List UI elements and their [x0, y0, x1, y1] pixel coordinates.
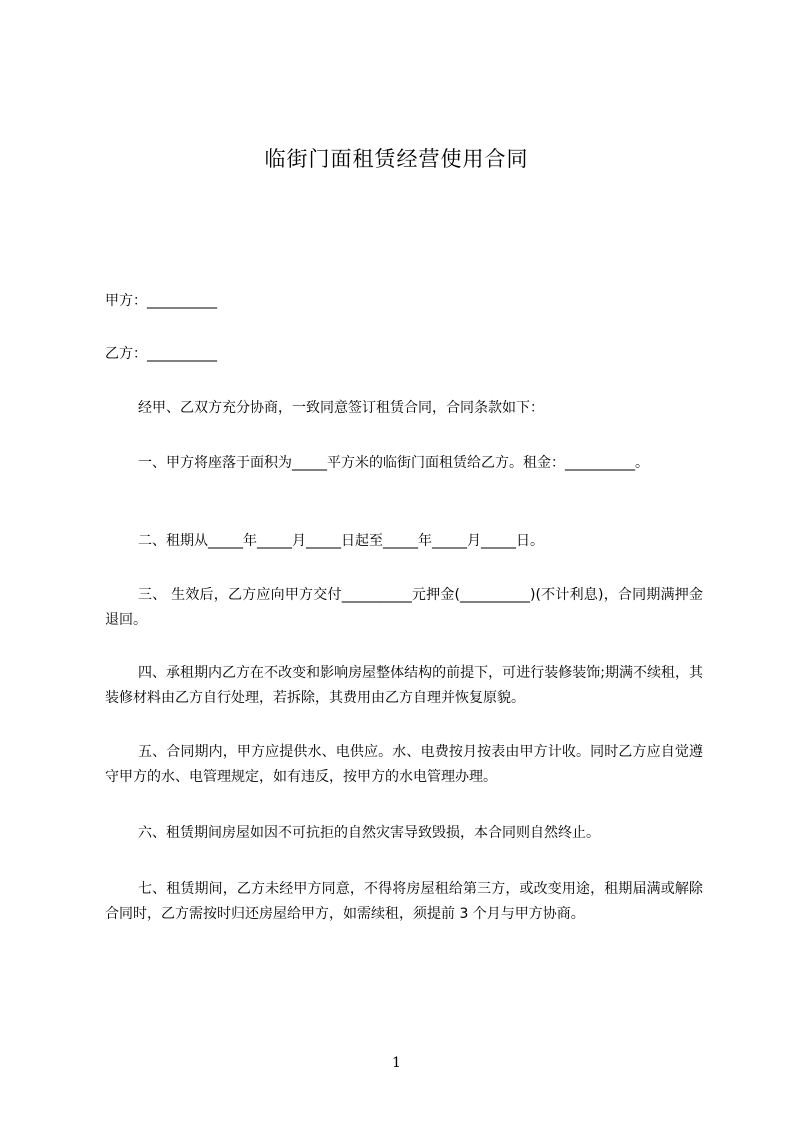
- party-b-line: 乙方：__________: [105, 346, 217, 362]
- intro-paragraph: 经甲、乙双方充分协商，一致同意签订租赁合同，合同条款如下：: [138, 400, 544, 416]
- clause-3: 三、 生效后，乙方应向甲方交付__________元押金(__________)(不计利息)，合同期满押金退回。: [105, 587, 703, 628]
- document-title: 临街门面租赁经营使用合同: [264, 147, 529, 171]
- page-number: 1: [392, 1055, 401, 1071]
- clause-1: 一、甲方将座落于面积为_____平方米的临街门面租赁给乙方。租金：__________。: [138, 455, 649, 471]
- clause-2: 二、租期从_____年_____月_____日起至_____年_____月_____日。: [138, 533, 544, 549]
- clause-6: 六、租赁期间房屋如因不可抗拒的自然灾害导致毁损，本合同则自然终止。: [138, 825, 600, 841]
- clause-7: 七、租赁期间，乙方未经甲方同意，不得将房屋租给第三方，或改变用途，租期届满或解除合同时，乙方需按时归还房屋给甲方，如需续租，须提前 3 个月与甲方协商。: [105, 881, 703, 922]
- clause-4: 四、承租期内乙方在不改变和影响房屋整体结构的前提下，可进行装修装饰;期满不续租，其装修材料由乙方自行处理，若拆除，其费用由乙方自理并恢复原貌。: [105, 665, 703, 706]
- party-a-line: 甲方：__________: [105, 293, 217, 309]
- clause-5: 五、合同期内，甲方应提供水、电供应。水、电费按月按表由甲方计收。同时乙方应自觉遵守甲方的水、电管理规定，如有违反，按甲方的水电管理办理。: [105, 744, 703, 785]
